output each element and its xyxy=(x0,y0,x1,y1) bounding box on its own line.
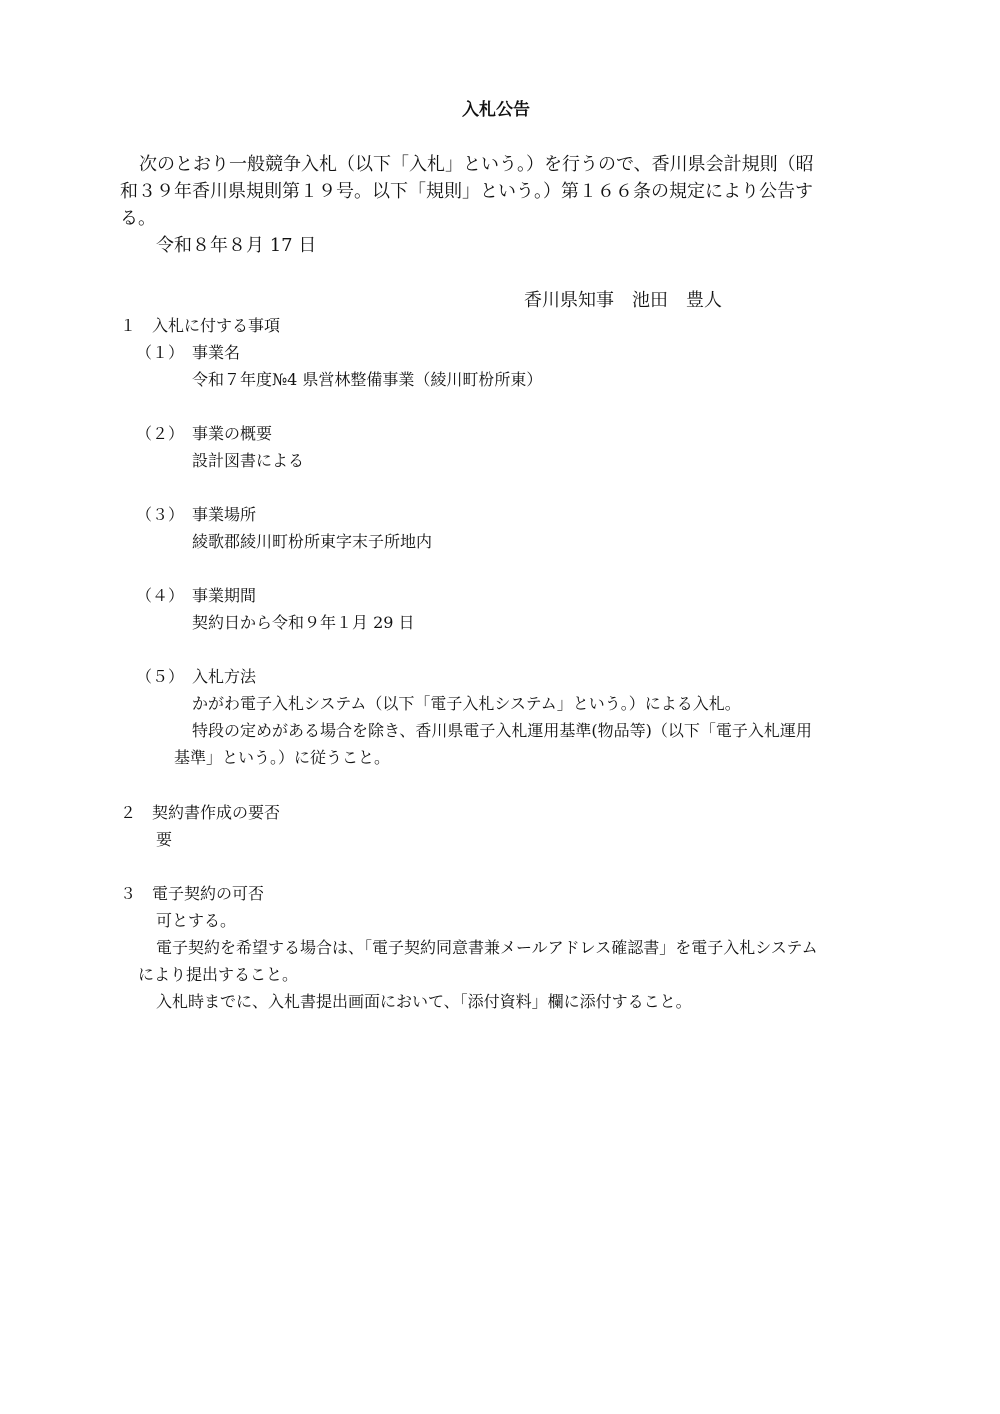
item-2-label: （２） 事業の概要 xyxy=(136,424,273,443)
item-4-label: （４） 事業期間 xyxy=(136,586,257,605)
section-3-line-2: 電子契約を希望する場合は、「電子契約同意書兼メールアドレス確認書」を電子入札システム xyxy=(156,938,818,957)
item-5-text-3: 基準」という。）に従うこと。 xyxy=(174,748,391,767)
item-3-text: 綾歌郡綾川町枌所東字末子所地内 xyxy=(192,532,433,551)
notice-date: 令和８年８月 17 日 xyxy=(156,235,317,256)
intro-line-2: 和３９年香川県規則第１９号。以下「規則」という。）第１６６条の規定により公告す xyxy=(120,181,813,202)
section-2-body: 要 xyxy=(156,830,173,849)
issuer-name: 香川県知事 池田 豊人 xyxy=(524,290,722,311)
item-1-text: 令和７年度№4 県営林整備事業（綾川町枌所東） xyxy=(192,370,543,389)
section-1-heading: １ 入札に付する事項 xyxy=(120,316,281,335)
item-1-label: （１） 事業名 xyxy=(136,343,241,362)
section-3-heading: ３ 電子契約の可否 xyxy=(120,884,265,903)
item-3-label: （３） 事業場所 xyxy=(136,505,257,524)
item-4-text: 契約日から令和９年１月 29 日 xyxy=(192,613,415,632)
section-2-heading: ２ 契約書作成の要否 xyxy=(120,803,281,822)
section-3-line-1: 可とする。 xyxy=(156,911,237,930)
item-5-label: （５） 入札方法 xyxy=(136,667,257,686)
page-title: 入札公告 xyxy=(462,100,530,120)
item-5-text-2: 特段の定めがある場合を除き、香川県電子入札運用基準(物品等)（以下「電子入札運用 xyxy=(192,721,812,740)
item-5-text-1: かがわ電子入札システム（以下「電子入札システム」という。）による入札。 xyxy=(192,694,741,713)
section-3-line-4: 入札時までに、入札書提出画面において、「添付資料」欄に添付すること。 xyxy=(156,992,692,1011)
intro-line-1: 次のとおり一般競争入札（以下「入札」という。）を行うので、香川県会計規則（昭 xyxy=(139,154,814,175)
section-3-line-3: により提出すること。 xyxy=(138,965,299,984)
intro-line-3: る。 xyxy=(120,208,156,229)
item-2-text: 設計図書による xyxy=(192,451,305,470)
